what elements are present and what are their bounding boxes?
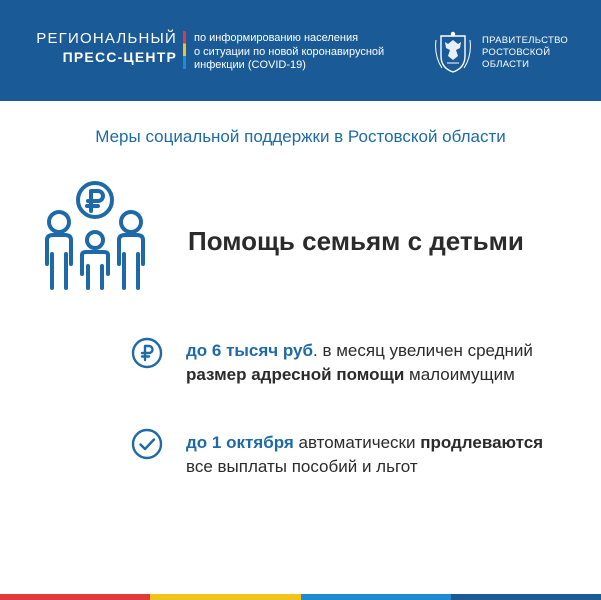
tricolor-divider <box>183 31 186 69</box>
footer-color-strip <box>0 594 601 600</box>
description-line: о ситуации по новой коронавирусной <box>194 45 385 58</box>
subtitle: Меры социальной поддержки в Ростовской области <box>95 127 506 146</box>
text-segment: до 1 октября <box>186 433 294 452</box>
government-line: ПРАВИТЕЛЬСТВО <box>482 35 569 46</box>
description-line: по информированию населения <box>194 32 359 44</box>
main-title: Помощь семьям с детьми <box>188 226 524 256</box>
press-center-description <box>194 32 384 73</box>
footer-stripe <box>451 594 601 600</box>
family-ruble-icon <box>35 180 155 295</box>
text-segment: до 6 тысяч руб <box>186 341 314 360</box>
footer-stripe <box>0 594 150 600</box>
text-segment: все выплаты пособий и льгот <box>186 457 418 476</box>
header-banner <box>0 0 601 101</box>
bullet-text-2 <box>186 431 546 479</box>
footer-stripe <box>150 594 300 600</box>
description-line: инфекции (COVID-19) <box>194 59 306 71</box>
text-segment: автоматически <box>293 433 421 452</box>
government-line: РОСТОВСКОЙ <box>482 47 551 58</box>
government-line: ОБЛАСТИ <box>482 59 530 70</box>
footer-stripe <box>301 594 451 600</box>
brand-line-2: ПРЕСС-ЦЕНТР <box>62 49 177 65</box>
coat-of-arms-icon <box>434 30 472 74</box>
press-center-logo <box>32 30 177 66</box>
text-segment: малоимущим <box>404 365 515 384</box>
text-segment: . в месяц увеличен средний <box>313 341 533 360</box>
text-segment: размер адресной помощи <box>186 365 405 384</box>
ruble-circle-icon <box>131 337 163 369</box>
government-label <box>482 35 568 71</box>
bullet-text-1 <box>186 339 546 387</box>
brand-line-1: РЕГИОНАЛЬНЫЙ <box>36 30 177 47</box>
text-segment: продлеваются <box>420 433 544 452</box>
checkmark-circle-icon <box>131 428 163 460</box>
